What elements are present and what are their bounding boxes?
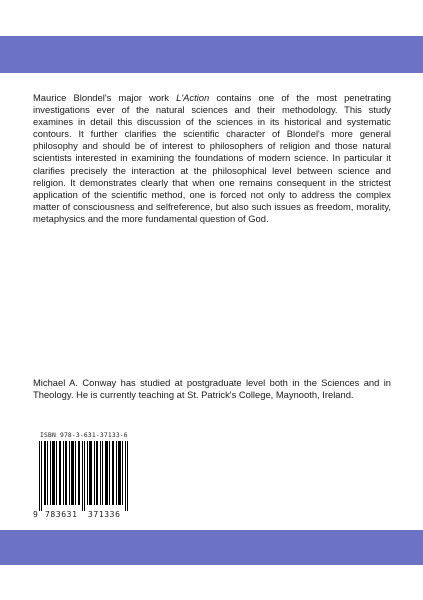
book-title-reference: L'Action bbox=[176, 92, 210, 103]
description-body: contains one of the most penetrating investigations ever of the natural sciences and their methodology. This study examines in detail this discussion of the sciences in its historical and systematic contours. It further clarifies the scientific character of Blondel's more general philosophy and should be of interest to philosophers of religion and those natural scientists interested in examining the foundations of modern science. In particular it clarifies precisely the interaction at the philosophical level between science and religion. It demonstrates clearly that when one remains consequent in the strictest application of the scientific method, one is forced not only to address the complex matter of consciousness and selfreference, but also such issues as freedom, morality, metaphysics and the more fundamental question of God. bbox=[33, 92, 391, 224]
top-color-band bbox=[0, 36, 423, 73]
isbn-barcode bbox=[33, 432, 137, 520]
bottom-color-band bbox=[0, 530, 423, 565]
isbn-label: ISBN 978-3-631-37133-6 bbox=[40, 432, 128, 439]
barcode-digits-left: 783631 bbox=[45, 510, 78, 519]
author-bio: Michael A. Conway has studied at postgraduate level both in the Sciences and in Theology. He is currently teaching at St. Patrick's College, Maynooth, Ireland. bbox=[33, 377, 391, 401]
book-description bbox=[33, 92, 391, 225]
barcode-digit-first: 9 bbox=[33, 510, 38, 519]
barcode-bars bbox=[39, 441, 131, 511]
barcode-digits-right: 371336 bbox=[88, 510, 121, 519]
description-intro: Maurice Blondel's major work bbox=[33, 92, 177, 103]
